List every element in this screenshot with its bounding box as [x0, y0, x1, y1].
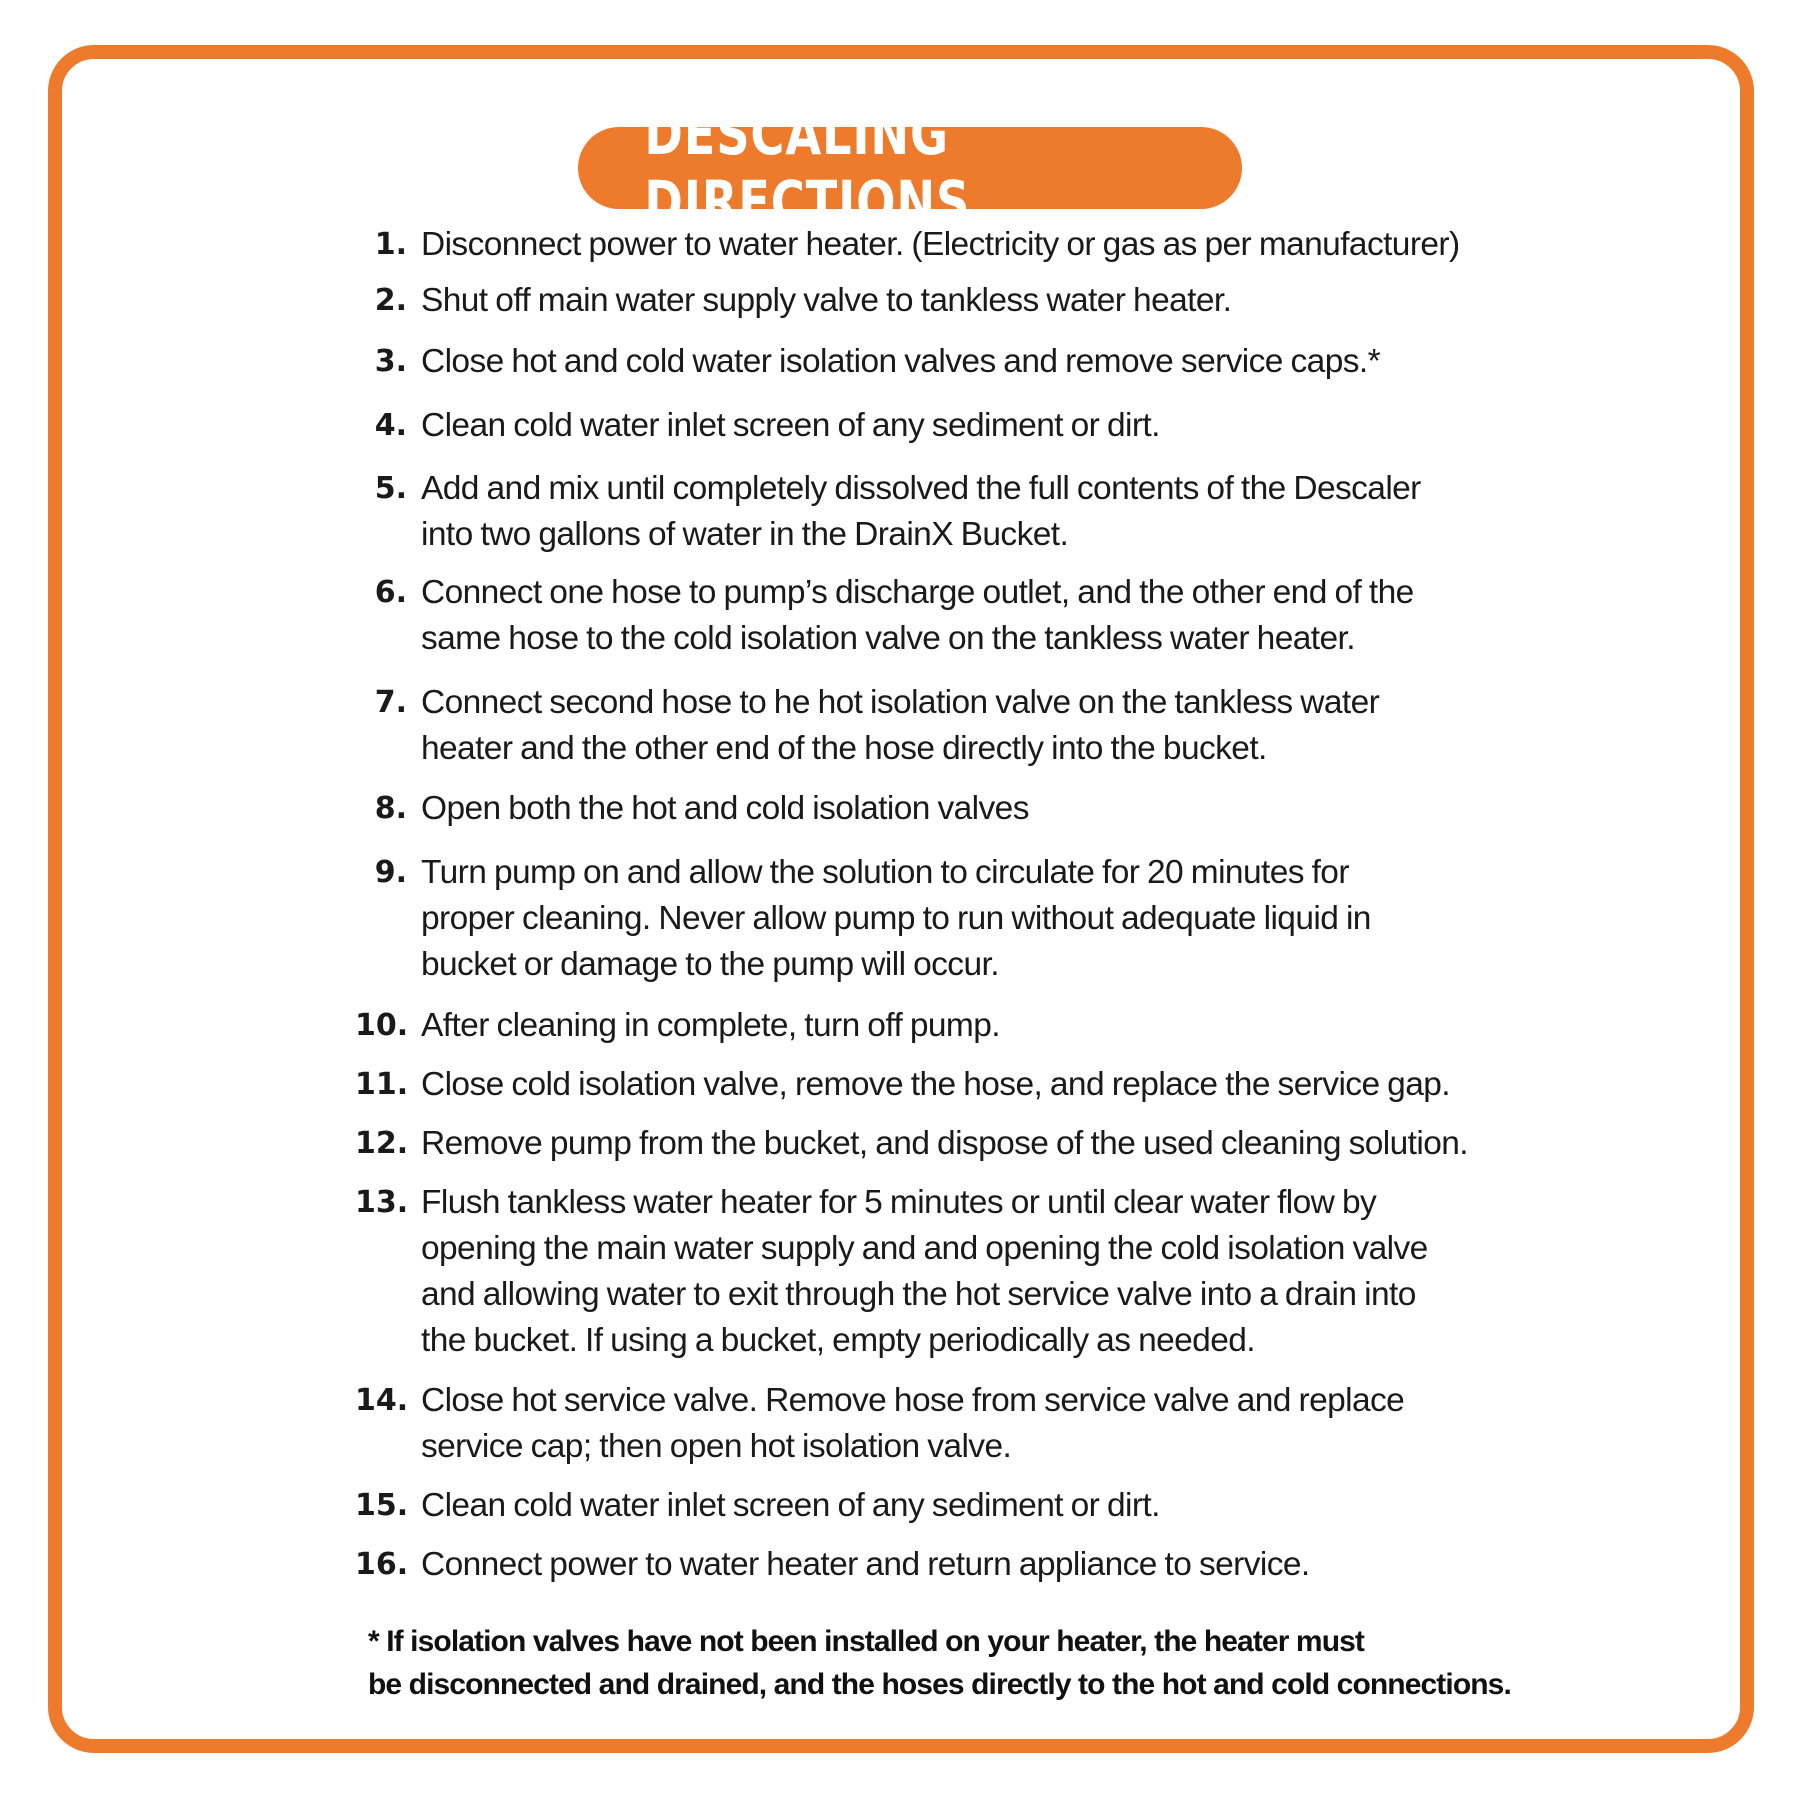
footnote-line: be disconnected and drained, and the hoses directly to the hot and cold connections.: [368, 1668, 1511, 1701]
step-line: bucket or damage to the pump will occur.: [421, 946, 999, 983]
step-line: Flush tankless water heater for 5 minutes or until clear water flow by: [421, 1184, 1377, 1221]
step-line: into two gallons of water in the DrainX Bucket.: [421, 516, 1069, 553]
step-number: 10.: [355, 1008, 409, 1043]
step-text: [421, 222, 1535, 268]
step-text: [421, 339, 1535, 385]
step-12: [355, 1121, 1535, 1180]
step-text: [421, 1542, 1535, 1588]
step-7: [355, 680, 1535, 786]
step-number: 13.: [355, 1185, 409, 1220]
step-text: [421, 466, 1535, 558]
step-text: [421, 1180, 1535, 1364]
step-number: 3.: [374, 344, 407, 379]
step-text: [421, 1062, 1535, 1108]
step-text: [421, 1483, 1535, 1529]
step-text: [421, 1378, 1535, 1470]
step-line: proper cleaning. Never allow pump to run without adequate liquid in: [421, 900, 1371, 937]
step-line: Close cold isolation valve, remove the hose, and replace the service gap.: [421, 1066, 1450, 1103]
step-1: [355, 222, 1535, 278]
step-line: Turn pump on and allow the solution to circulate for 20 minutes for: [421, 854, 1349, 891]
step-number: 6.: [374, 575, 407, 610]
step-text: [421, 786, 1535, 832]
step-number: 7.: [374, 685, 407, 720]
step-line: Add and mix until completely dissolved the full contents of the Descaler: [421, 470, 1421, 507]
step-number: 1.: [374, 227, 407, 262]
step-2: [355, 278, 1535, 339]
step-line: Connect one hose to pump’s discharge outlet, and the other end of the: [421, 574, 1414, 611]
step-line: and allowing water to exit through the hot service valve into a drain into: [421, 1276, 1416, 1313]
step-line: Shut off main water supply valve to tankless water heater.: [421, 282, 1232, 319]
step-5: [355, 466, 1535, 570]
step-number: 8.: [374, 791, 407, 826]
step-number: 14.: [355, 1383, 409, 1418]
step-line: service cap; then open hot isolation valve.: [421, 1428, 1012, 1465]
step-text: [421, 850, 1535, 988]
step-number: 4.: [374, 408, 407, 443]
step-4: [355, 403, 1535, 466]
step-line: Close hot service valve. Remove hose from service valve and replace: [421, 1382, 1405, 1419]
step-number: 15.: [355, 1488, 409, 1523]
step-6: [355, 570, 1535, 680]
step-14: [355, 1378, 1535, 1483]
step-3: [355, 339, 1535, 403]
footnote-line: * If isolation valves have not been installed on your heater, the heater must: [368, 1625, 1364, 1658]
step-line: the bucket. If using a bucket, empty periodically as needed.: [421, 1322, 1255, 1359]
step-line: Connect second hose to he hot isolation valve on the tankless water: [421, 684, 1380, 721]
step-text: [421, 680, 1535, 772]
step-number: 2.: [374, 283, 407, 318]
step-text: [421, 278, 1535, 324]
step-15: [355, 1483, 1535, 1542]
step-number: 9.: [374, 855, 407, 890]
step-line: heater and the other end of the hose directly into the bucket.: [421, 730, 1267, 767]
steps-list: [355, 222, 1535, 1601]
step-16: [355, 1542, 1535, 1601]
step-line: Clean cold water inlet screen of any sediment or dirt.: [421, 1487, 1160, 1524]
step-text: [421, 570, 1535, 662]
step-text: [421, 1003, 1535, 1049]
step-number: 11.: [355, 1067, 409, 1102]
step-line: Clean cold water inlet screen of any sediment or dirt.: [421, 407, 1160, 444]
step-line: Close hot and cold water isolation valves and remove service caps.*: [421, 343, 1381, 380]
step-line: same hose to the cold isolation valve on the tankless water heater.: [421, 620, 1355, 657]
step-text: [421, 1121, 1535, 1167]
step-text: [421, 403, 1535, 449]
step-11: [355, 1062, 1535, 1121]
step-9: [355, 850, 1535, 1003]
footnote: [368, 1620, 1528, 1706]
step-line: Open both the hot and cold isolation valves: [421, 790, 1029, 827]
step-8: [355, 786, 1535, 850]
page-title: DESCALING DIRECTIONS: [644, 100, 971, 236]
step-number: 16.: [355, 1547, 409, 1582]
step-line: Connect power to water heater and return appliance to service.: [421, 1546, 1310, 1583]
step-number: 12.: [355, 1126, 409, 1161]
step-13: [355, 1180, 1535, 1378]
title-banner: [578, 100, 1242, 236]
step-10: [355, 1003, 1535, 1062]
step-line: Remove pump from the bucket, and dispose of the used cleaning solution.: [421, 1125, 1468, 1162]
step-line: Disconnect power to water heater. (Electricity or gas as per manufacturer): [421, 226, 1460, 263]
step-number: 5.: [374, 471, 407, 506]
step-line: After cleaning in complete, turn off pump.: [421, 1007, 1000, 1044]
step-line: opening the main water supply and and opening the cold isolation valve: [421, 1230, 1428, 1267]
